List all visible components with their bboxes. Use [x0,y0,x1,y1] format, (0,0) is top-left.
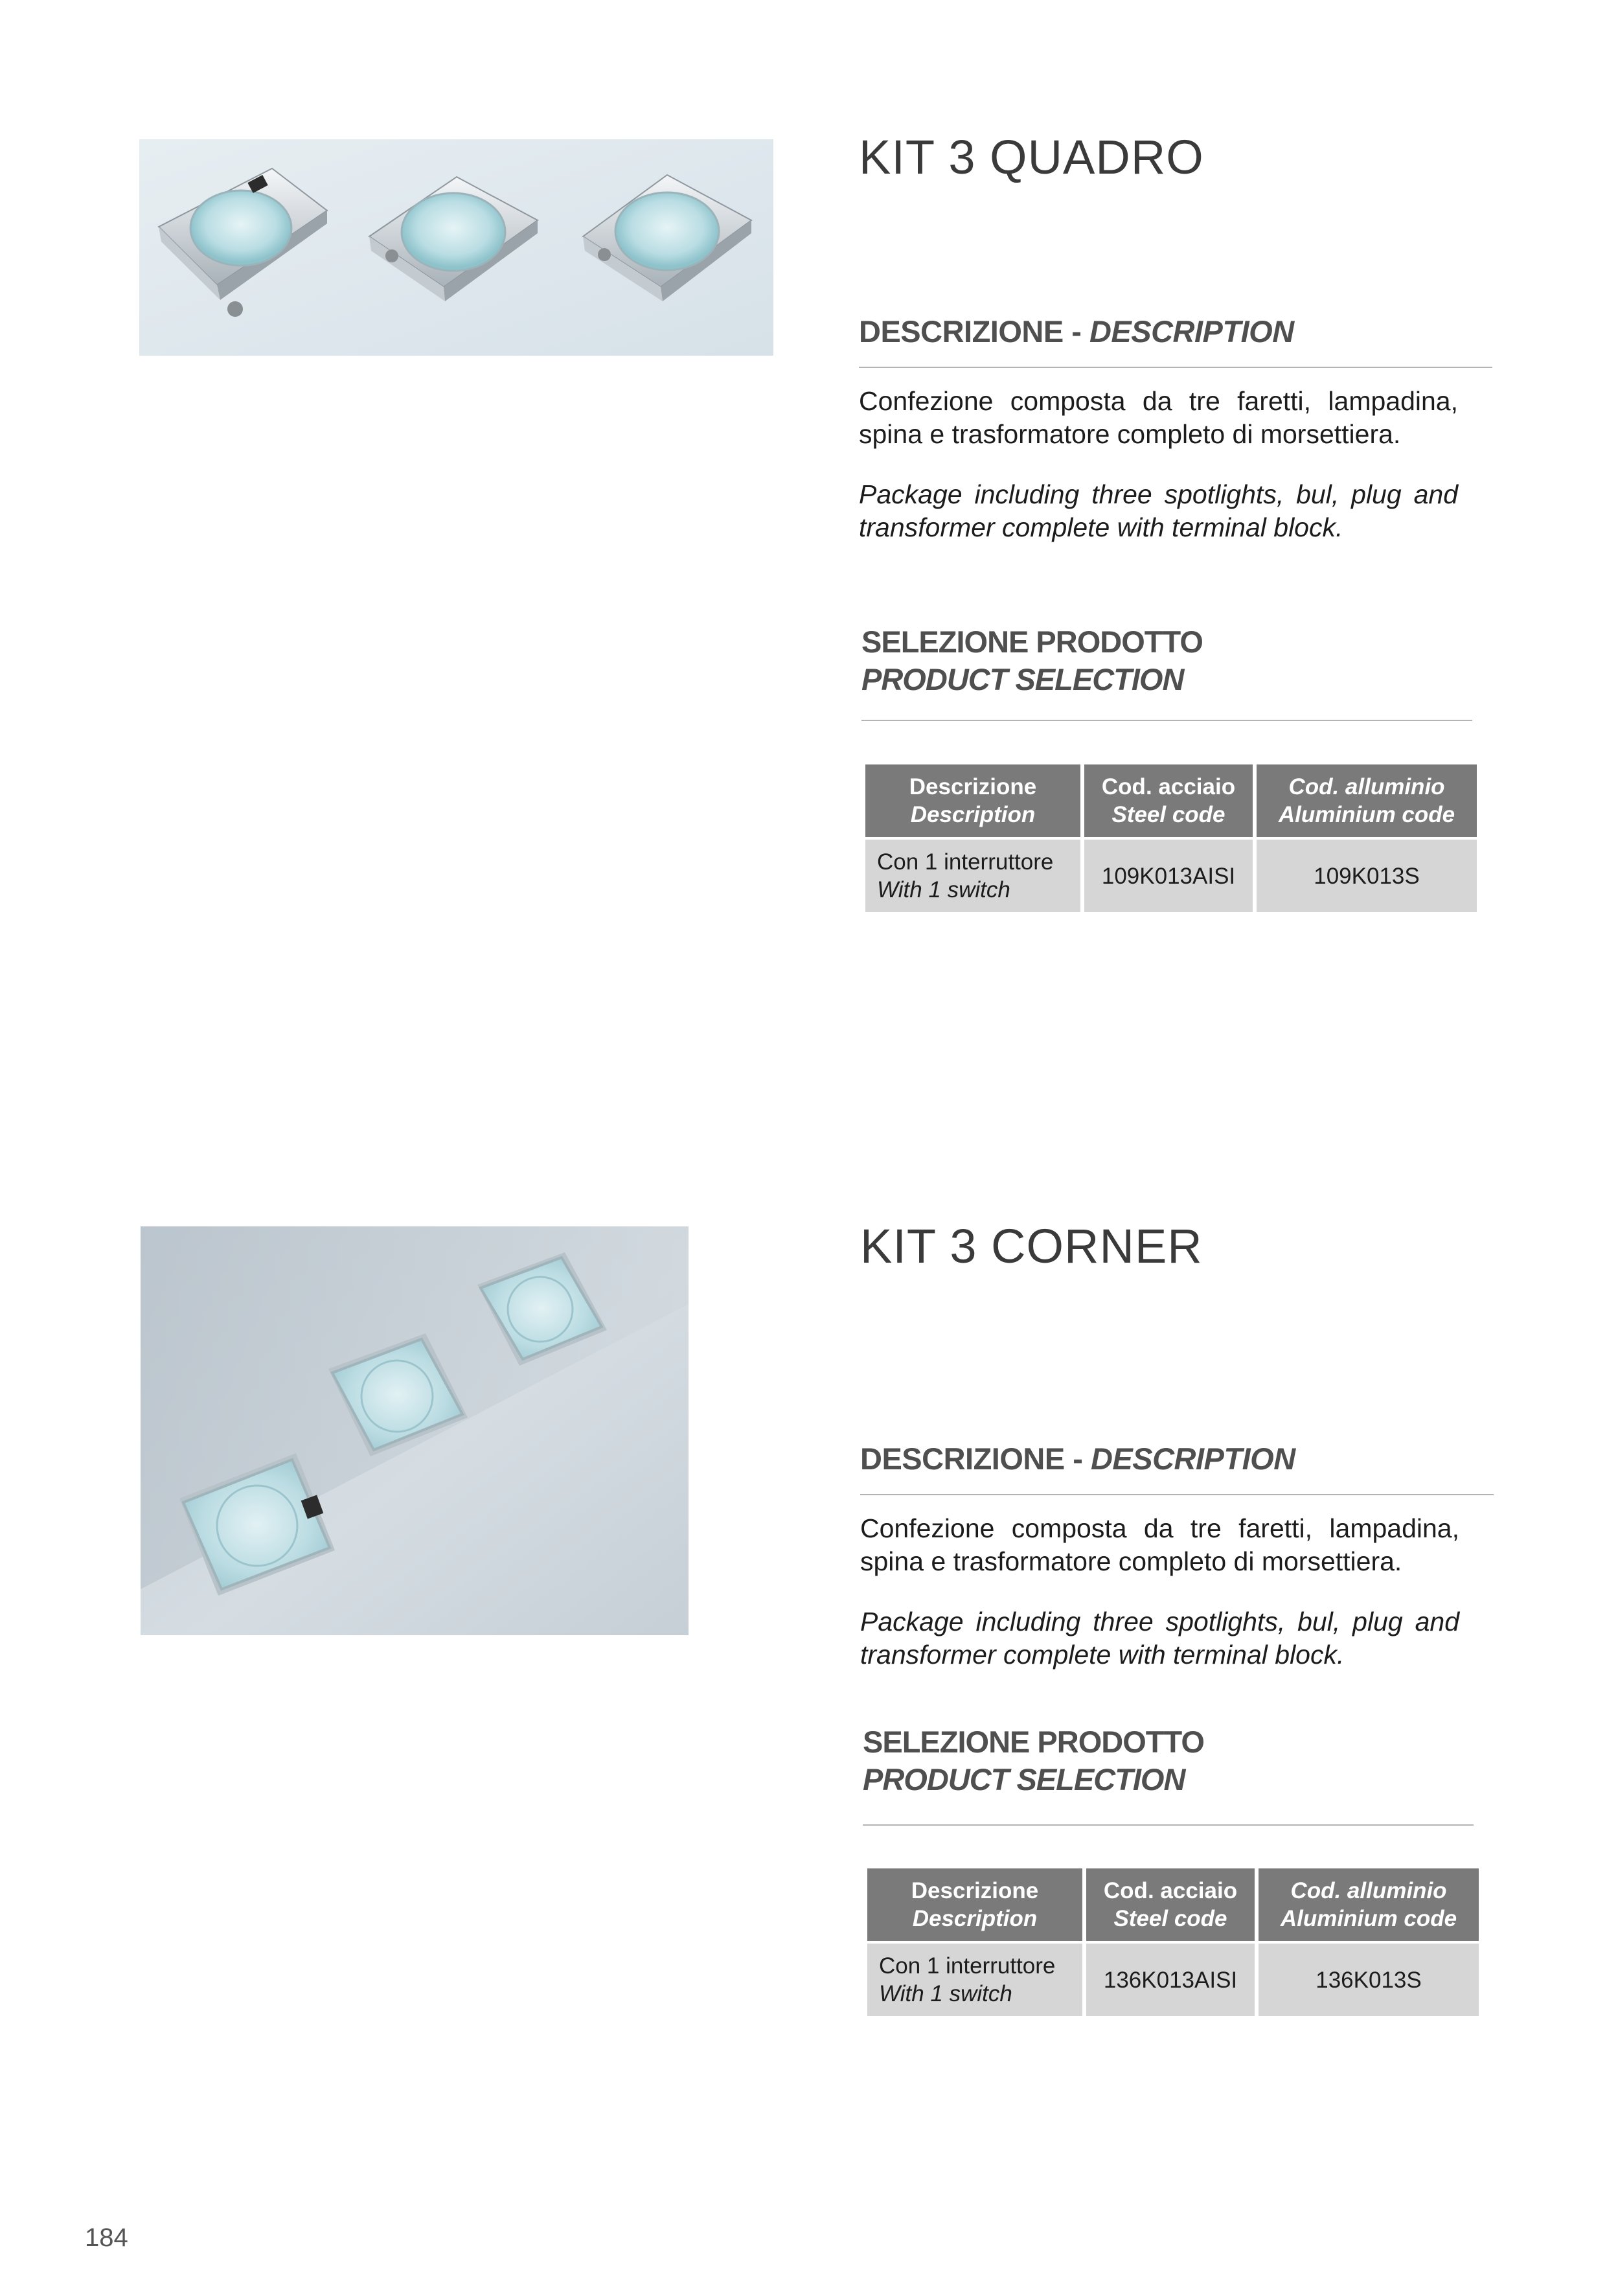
header-description-it: Descrizione [911,1878,1039,1903]
description-divider [860,1494,1494,1495]
table-row [867,1944,1479,2016]
selection-divider [863,1824,1474,1826]
header-steel-code-en: Steel code [1113,1906,1227,1931]
description-heading-en: DESCRIPTION [1089,314,1294,349]
cell-steel-code: 109K013AISI [1084,840,1253,912]
description-heading [860,1441,1295,1476]
header-aluminium-code [1259,1868,1479,1941]
header-description-en: Description [910,802,1036,827]
header-aluminium-code-en: Aluminium code [1278,802,1455,827]
cell-description-it: Con 1 interruttore [879,1953,1056,1979]
description-text-it: Confezione composta da tre faretti, lampadina, spina e trasformatore completo di morsettiera. [859,386,1458,449]
header-description-it: Descrizione [909,774,1037,799]
description-heading-it: DESCRIZIONE - [860,1441,1091,1476]
table-header-row [867,1868,1479,1941]
description-heading-en: DESCRIPTION [1090,1441,1295,1476]
cell-description [867,1944,1082,2016]
cell-description-en: With 1 switch [879,1981,1012,2006]
header-steel-code [1086,1868,1255,1941]
header-aluminium-code-it: Cod. alluminio [1288,774,1445,799]
selection-heading-it: SELEZIONE PRODOTTO [863,1725,1204,1759]
description-text-en: Package including three spotlights, bul, plug and transformer complete with terminal block. [859,479,1458,542]
cell-description-en: With 1 switch [877,877,1010,902]
header-aluminium-code-it: Cod. alluminio [1290,1878,1447,1903]
product-title: KIT 3 CORNER [860,1219,1203,1273]
description-text-it: Confezione composta da tre faretti, lampadina, spina e trasformatore completo di morsettiera. [860,1513,1459,1576]
selection-heading [863,1723,1204,1798]
cell-aluminium-code: 136K013S [1259,1944,1479,2016]
header-description-en: Description [912,1906,1038,1931]
header-steel-code-en: Steel code [1111,802,1225,827]
page-number: 184 [85,2223,128,2252]
product-selection-table [863,1866,1483,2019]
product-photo-corner [141,1226,689,1635]
cell-steel-code: 136K013AISI [1086,1944,1255,2016]
header-aluminium-code-en: Aluminium code [1280,1906,1457,1931]
header-description [867,1868,1082,1941]
header-steel-code-it: Cod. acciaio [1101,774,1236,799]
description-text-en: Package including three spotlights, bul, plug and transformer complete with terminal block. [860,1607,1459,1670]
description-heading-it: DESCRIZIONE - [859,314,1089,349]
selection-heading-en: PRODUCT SELECTION [863,1762,1185,1797]
cell-aluminium-code: 109K013S [1257,840,1477,912]
selection-heading-it: SELEZIONE PRODOTTO [861,625,1203,659]
selection-heading-en: PRODUCT SELECTION [861,662,1184,696]
cell-description-it: Con 1 interruttore [877,849,1054,875]
header-steel-code-it: Cod. acciaio [1103,1878,1238,1903]
product-title: KIT 3 QUADRO [859,130,1204,184]
